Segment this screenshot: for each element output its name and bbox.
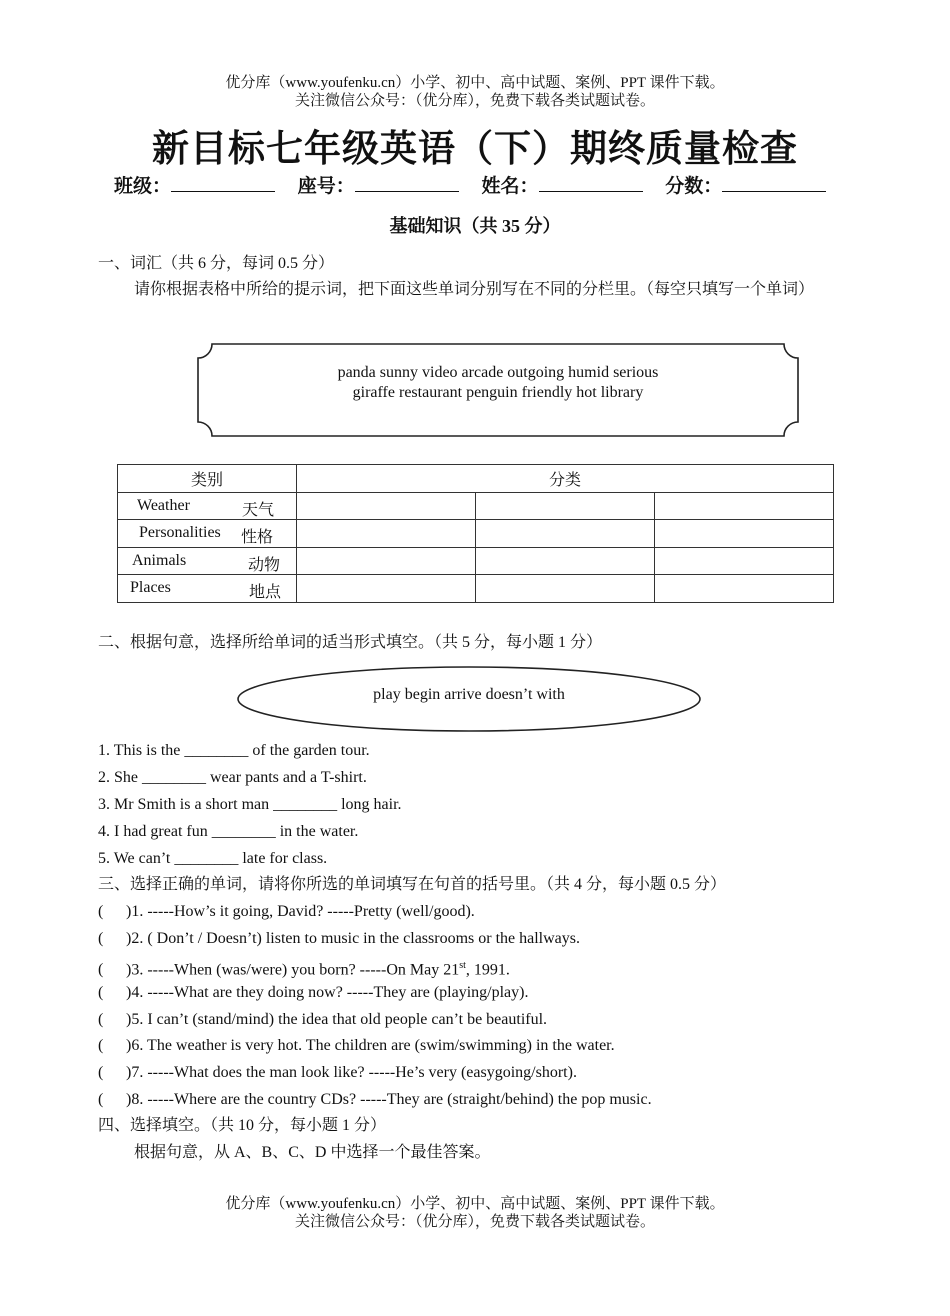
footer-line-2: 关注微信公众号：（优分库），免费下载各类试题试卷。 (294, 1214, 655, 1230)
answer-cell[interactable] (655, 492, 834, 520)
part2-item-5: 5. We can’t ________ late for class. (98, 850, 328, 867)
answer-paren[interactable]: ( (98, 930, 104, 947)
part2-heading: 二、根据句意，选择所给单词的适当形式填空。（共 5 分，每小题 1 分） (98, 634, 603, 651)
part3-heading: 三、选择正确的单词，请将你所选的单词填写在句首的括号里。（共 4 分，每小题 0.5 分） (98, 876, 727, 893)
seat-blank[interactable] (355, 174, 459, 192)
name-blank[interactable] (539, 174, 643, 192)
row-label-en: Places (130, 579, 171, 596)
table-row (118, 520, 834, 548)
answer-paren[interactable]: ( (98, 961, 104, 979)
table-row (118, 575, 834, 603)
row-label-zh: 地点 (249, 584, 282, 601)
row-label-places (118, 575, 297, 603)
table-row (118, 492, 834, 520)
name-label: 姓名： (481, 176, 539, 197)
part3-item-3: ( )3. -----When (was/were) you born? -----On May 21st, 1991. (98, 960, 510, 979)
part1-heading: 一、词汇（共 6 分，每词 0.5 分） (98, 255, 335, 272)
section-basic-title: 基础知识（共 35 分） (389, 216, 561, 236)
row-label-weather (118, 492, 297, 520)
class-label: 班级： (114, 176, 172, 197)
score-label: 分数： (665, 176, 723, 197)
row-label-zh: 动物 (248, 556, 281, 574)
word-box-line-2: giraffe restaurant penguin friendly hot library (352, 384, 644, 401)
table-header-category: 类别 (118, 465, 297, 493)
row-label-zh: 性格 (241, 529, 274, 546)
part3-item-2: ( )2. ( Don’t / Doesn’t) listen to music in the classrooms or the hallways. (98, 930, 581, 947)
part1-instruction: 请你根据表格中所给的提示词，把下面这些单词分别写在不同的分栏里。（每空只填写一个单词） (134, 281, 815, 298)
answer-paren[interactable]: ( (98, 1011, 104, 1028)
footer-line-1: 优分库（www.youfenku.cn）小学、初中、高中试题、案例、PPT 课件下载。 (225, 1196, 725, 1212)
part2-item-2: 2. She ________ wear pants and a T-shirt. (98, 769, 367, 786)
answer-cell[interactable] (476, 547, 655, 575)
ordinal-suffix: st (459, 960, 466, 971)
part4-instruction: 根据句意，从 A、B、C、D 中选择一个最佳答案。 (134, 1144, 491, 1161)
answer-cell[interactable] (297, 520, 476, 548)
part3-item-6: ( )6. The weather is very hot. The children are (swim/swimming) in the water. (98, 1037, 615, 1054)
table-header-classify: 分类 (297, 465, 834, 493)
word-oval (236, 665, 702, 733)
part2-item-3: 3. Mr Smith is a short man ________ long hair. (98, 796, 402, 813)
part3-item-7: ( )7. -----What does the man look like? -----He’s very (easygoing/short). (98, 1064, 577, 1081)
table-header-row (118, 465, 834, 493)
part3-item-1: ( )1. -----How’s it going, David? -----Pretty (well/good). (98, 903, 475, 920)
seat-label: 座号： (297, 176, 355, 197)
vocab-table (117, 464, 834, 603)
class-blank[interactable] (171, 174, 275, 192)
answer-paren[interactable]: ( (98, 984, 104, 1001)
answer-cell[interactable] (476, 575, 655, 603)
word-box (196, 343, 800, 437)
answer-paren[interactable]: ( (98, 903, 104, 920)
part3-item-8: ( )8. -----Where are the country CDs? -----They are (straight/behind) the pop music. (98, 1091, 652, 1108)
row-label-animals (118, 547, 297, 575)
row-label-en: Personalities (139, 524, 221, 541)
answer-cell[interactable] (297, 547, 476, 575)
answer-cell[interactable] (655, 520, 834, 548)
page-title: 新目标七年级英语（下）期终质量检查 (152, 129, 798, 170)
row-label-en: Animals (132, 551, 187, 569)
answer-cell[interactable] (655, 575, 834, 603)
answer-cell[interactable] (476, 520, 655, 548)
answer-cell[interactable] (297, 492, 476, 520)
answer-cell[interactable] (476, 492, 655, 520)
part2-item-1: 1. This is the ________ of the garden tour. (98, 742, 370, 759)
answer-paren[interactable]: ( (98, 1064, 104, 1081)
student-info-line (114, 171, 826, 198)
row-label-personalities (118, 520, 297, 548)
part4-heading: 四、选择填空。（共 10 分，每小题 1 分） (98, 1117, 387, 1134)
answer-cell[interactable] (655, 547, 834, 575)
part3-item-4: ( )4. -----What are they doing now? -----They are (playing/play). (98, 984, 529, 1001)
word-oval-text: play begin arrive doesn’t with (373, 686, 565, 703)
answer-paren[interactable]: ( (98, 1037, 104, 1054)
header-line-2: 关注微信公众号：（优分库），免费下载各类试题试卷。 (294, 93, 655, 109)
answer-cell[interactable] (297, 575, 476, 603)
row-label-zh: 天气 (242, 501, 275, 519)
score-blank[interactable] (722, 174, 826, 192)
answer-paren[interactable]: ( (98, 1091, 104, 1108)
header-line-1: 优分库（www.youfenku.cn）小学、初中、高中试题、案例、PPT 课件下载。 (225, 75, 725, 91)
row-label-en: Weather (137, 496, 190, 514)
table-row (118, 547, 834, 575)
part2-item-4: 4. I had great fun ________ in the water. (98, 823, 359, 840)
part3-item-5: ( )5. I can’t (stand/mind) the idea that old people can’t be beautiful. (98, 1011, 548, 1028)
word-box-line-1: panda sunny video arcade outgoing humid serious (337, 364, 659, 381)
